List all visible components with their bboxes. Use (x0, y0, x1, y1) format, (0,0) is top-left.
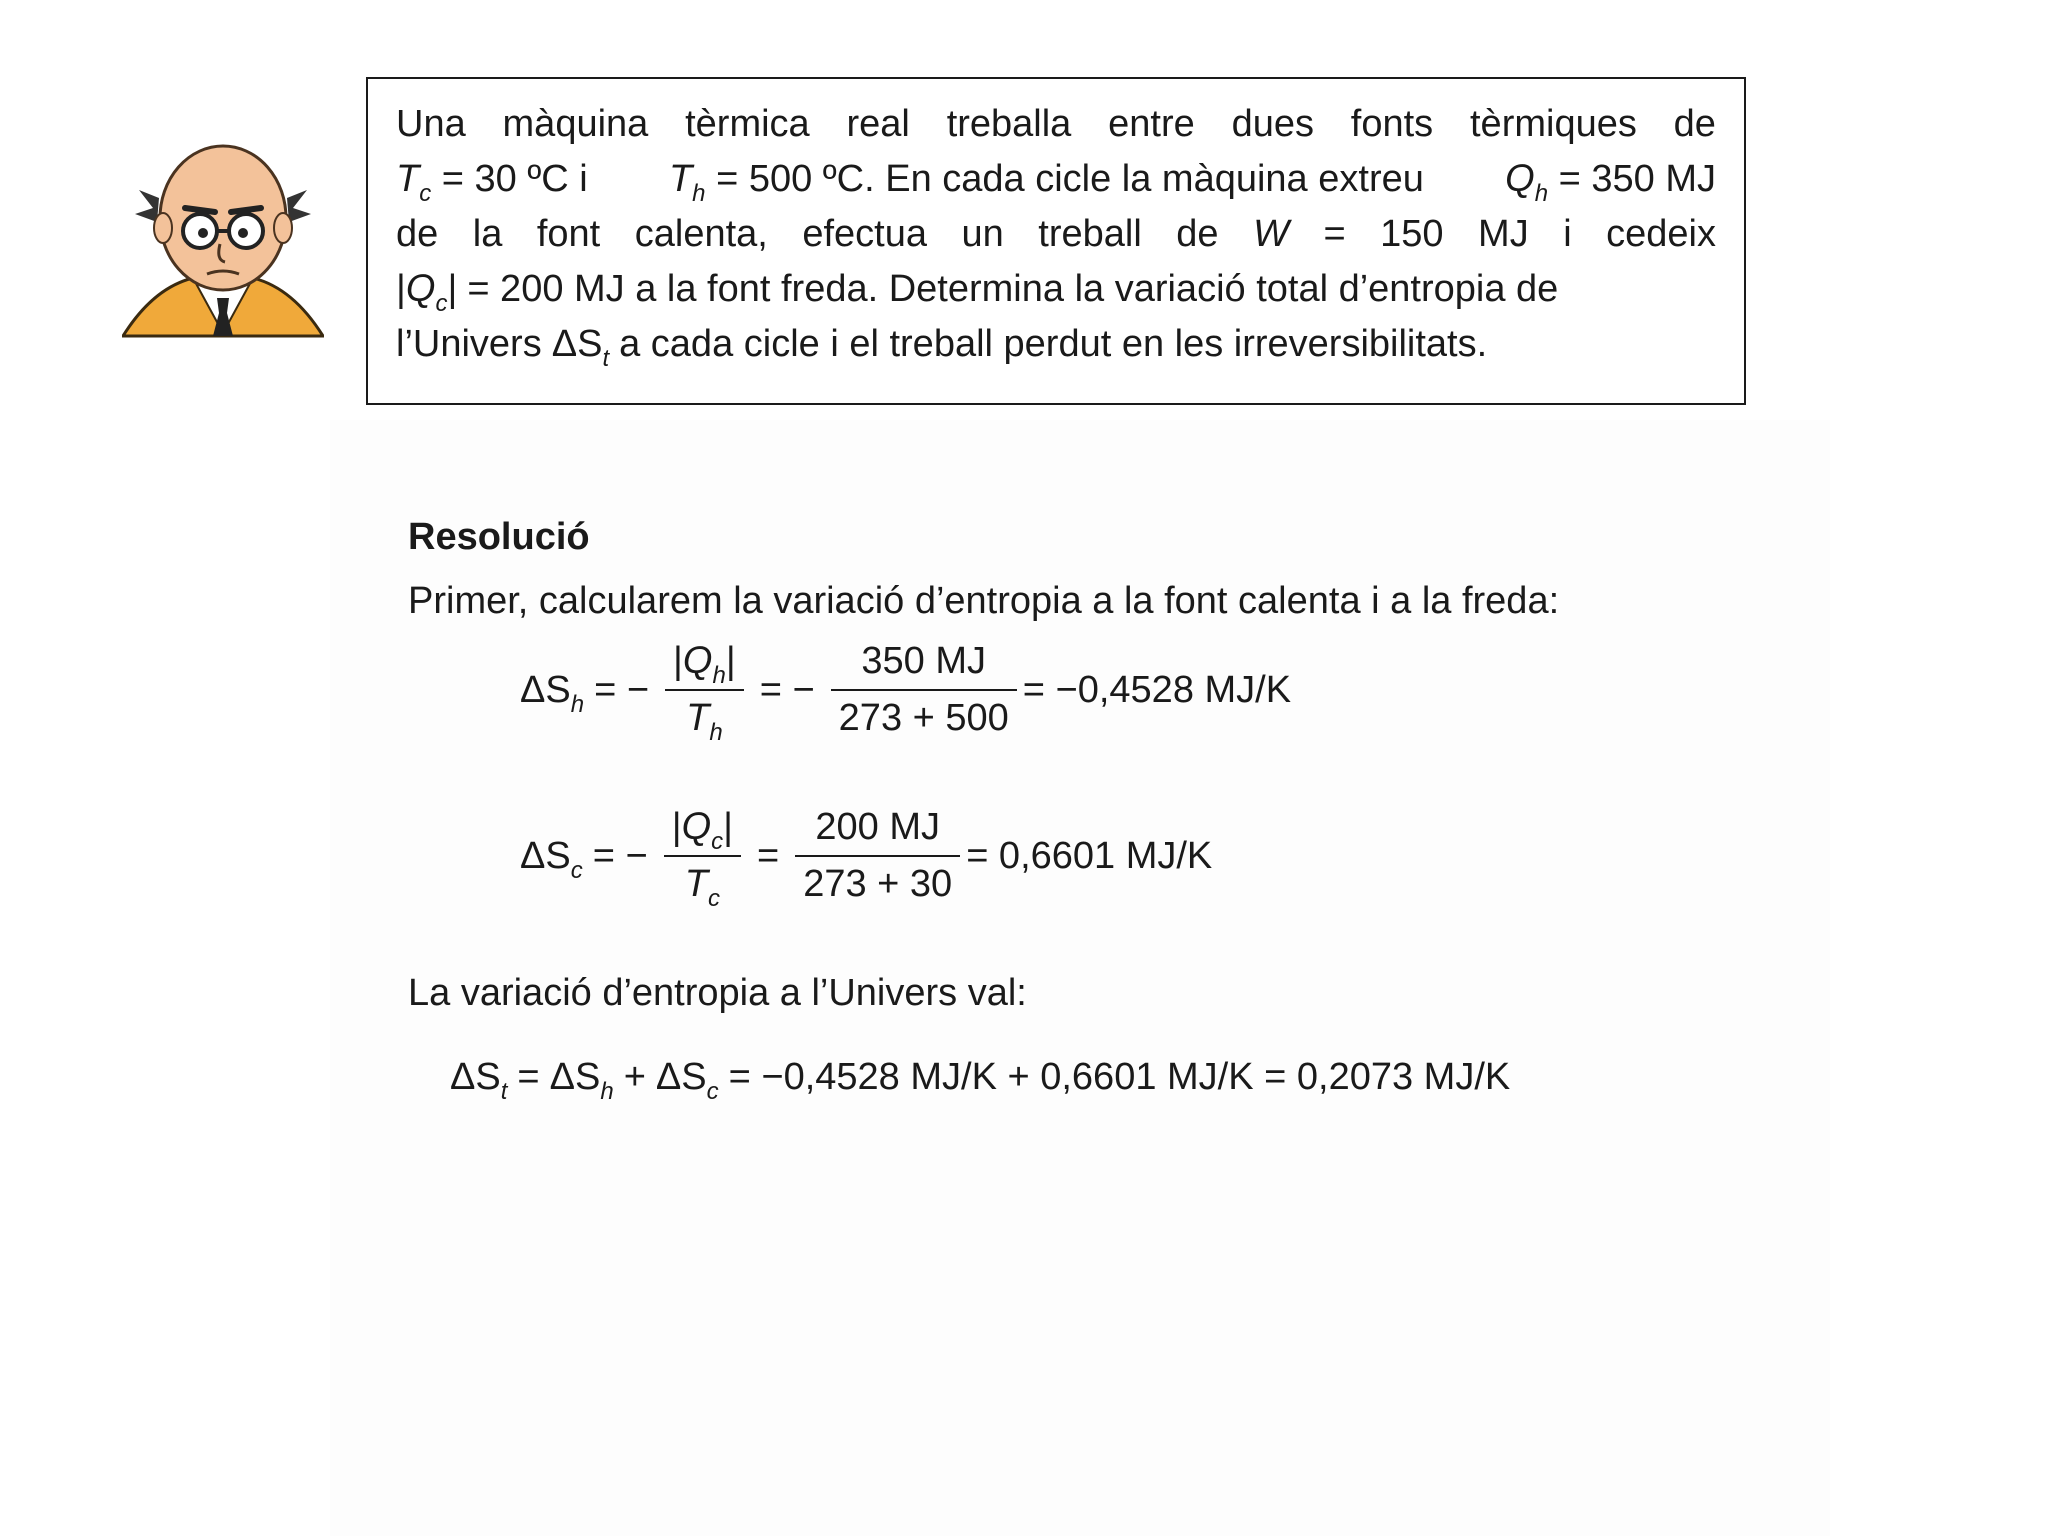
problem-line-4: $|Q_c|$ = 200 MJ a la font freda. Determina la variació total d’entropia de (396, 262, 1716, 317)
resolution-heading: Resolució (408, 516, 590, 558)
problem-line-3: de la font calenta, efectua un treball de W = 150 MJ i cedeix (396, 213, 1716, 255)
tc-term: $T_c = 30$ ºC i (396, 158, 588, 207)
eq-h-lhs: $\Delta S_h$ (520, 668, 585, 718)
problem-line-2 (396, 152, 1716, 207)
problem-statement-box (366, 77, 1746, 405)
problem-line-5: l’Univers $\Delta S_t$ a cada cicle i el treball perdut en les irreversibilitats. (396, 317, 1716, 372)
eq-t-term-c: $\Delta S_c$ (655, 1056, 719, 1105)
eq-h-symbolic-fraction: $\frac{|Q_h|}{T_h}$ (665, 640, 744, 740)
th-term: $T_h = 500$ ºC. En cada cicle la màquina extreu (668, 158, 1424, 207)
professor-cartoon-image (122, 138, 324, 348)
eq-t-result: = −0,4528 MJ/K + 0,6601 MJ/K = 0,2073 MJ/K (728, 1056, 1511, 1098)
universe-intro: La variació d’entropia a l’Univers val: (408, 972, 1027, 1014)
qh-term: $Q_h = 350$ MJ (1505, 158, 1716, 207)
qc-abs-term: $|Q_c|$ (396, 268, 458, 317)
delta-st-term: $\Delta S_t$ (551, 323, 610, 372)
problem-line-1: Una màquina tèrmica real treballa entre dues fonts tèrmiques de (396, 103, 1716, 145)
equation-delta-sh: $\Delta S_h$ = − $\frac{|Q_h|}{T_h}$ = − $\frac{350 MJ}{273 + 500}$ = −0,4528 MJ/K (520, 640, 1292, 746)
eq-c-symbolic-fraction: $\frac{|Q_c|}{T_c}$ (664, 806, 741, 906)
equation-delta-st: $\Delta S_t$ = $\Delta S_h$ + $\Delta S_c$ = −0,4528 MJ/K + 0,6601 MJ/K = 0,2073 MJ/K (450, 1056, 1511, 1105)
equation-delta-sc: $\Delta S_c$ = − $\frac{|Q_c|}{T_c}$ = $\frac{200 MJ}{273 + 30}$ = 0,6601 MJ/K (520, 806, 1213, 912)
eq-c-numeric-fraction: $\frac{200 MJ}{273 + 30}$ (795, 806, 960, 906)
eq-t-lhs: $\Delta S_t$ (450, 1056, 508, 1105)
resolution-intro: Primer, calcularem la variació d’entropia a la font calenta i a la freda: (408, 580, 1560, 622)
eq-h-result: = −0,4528 MJ/K (1022, 668, 1292, 711)
eq-c-result: = 0,6601 MJ/K (966, 834, 1213, 877)
eq-t-term-h: $\Delta S_h$ (549, 1056, 614, 1105)
eq-h-numeric-fraction: $\frac{350 MJ}{273 + 500}$ (831, 640, 1017, 740)
eq-c-lhs: $\Delta S_c$ (520, 834, 583, 884)
